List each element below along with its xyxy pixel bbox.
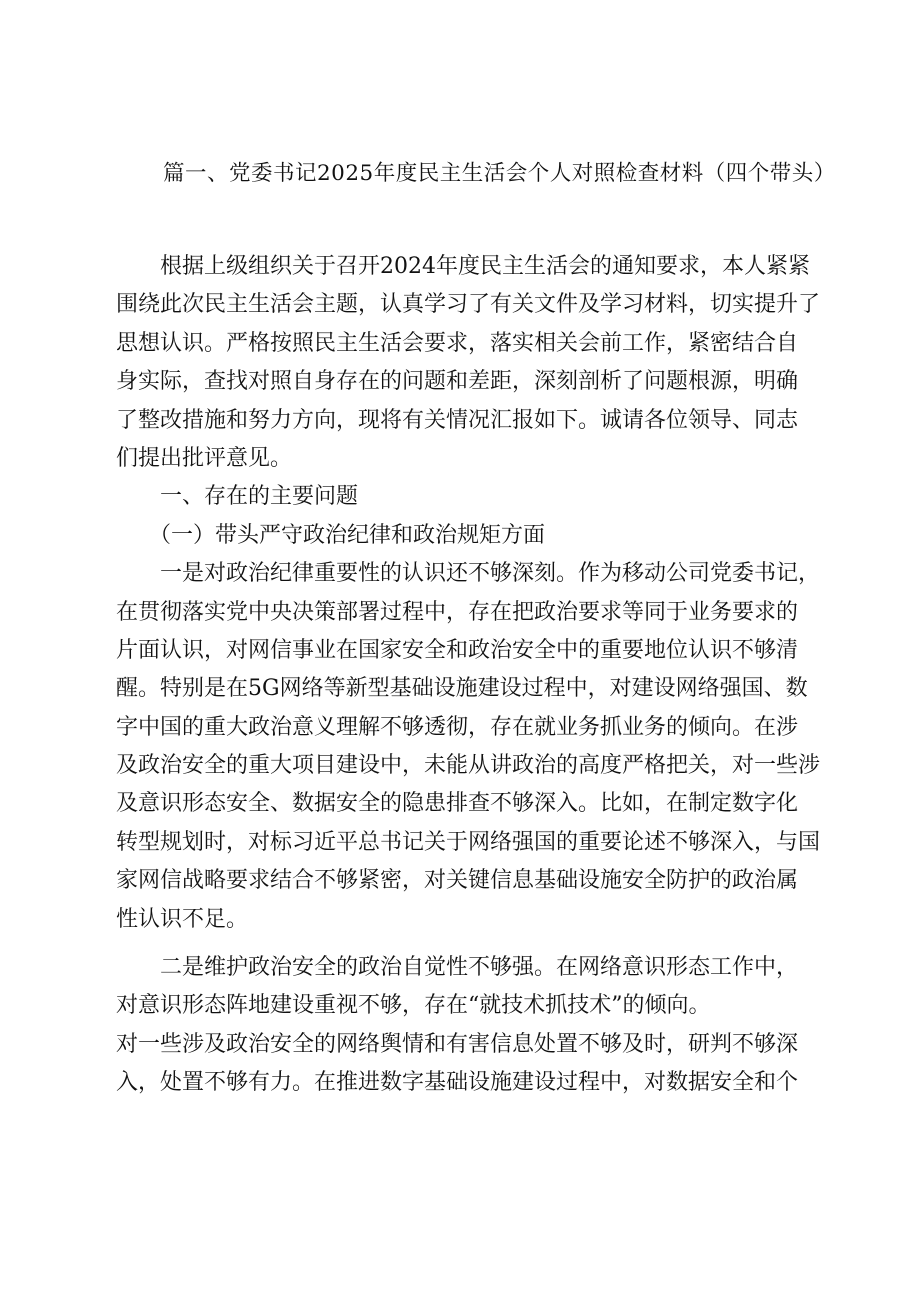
body-line: 片面认识，对网信事业在国家安全和政治安全中的重要地位认识不够清 [116,637,799,663]
body-line: 二是维护政治安全的政治自觉性不够强。在网络意识形态工作中， [116,955,799,981]
paragraph-gap [116,939,826,949]
body-line: 醒。特别是在5G网络等新型基础设施建设过程中，对建设网络强国、数 [116,676,808,702]
body-line: 入，处置不够有力。在推进数字基础设施建设过程中，对数据安全和个 [116,1070,799,1096]
body-line: 身实际，查找对照自身存在的问题和差距，深刻剖析了问题根源，明确 [116,369,799,395]
body-line: 及意识形态安全、数据安全的隐患排查不够深入。比如，在制定数字化 [116,791,799,817]
subsection-heading: （一）带头严守政治纪律和政治规矩方面 [116,522,546,548]
body-line: 根据上级组织关于召开2024年度民主生活会的通知要求，本人紧紧 [116,254,810,279]
body-line: 们提出批评意见。 [116,445,293,471]
body-line: 了整改措施和努力方向，现将有关情况汇报如下。诚请各位领导、同志 [116,407,799,433]
body-line: 对意识形态阵地建设重视不够，存在“就技术抓技术”的倾向。 [116,993,711,1019]
body-line: 家网信战略要求结合不够紧密，对关键信息基础设施安全防护的政治属 [116,868,799,894]
document-title: 篇一、党委书记2025年度民主生活会个人对照检查材料（四个带头） [163,161,836,186]
body-line: 对一些涉及政治安全的网络舆情和有害信息处置不够及时，研判不够深 [116,1031,799,1057]
section-heading: 一、存在的主要问题 [116,484,359,510]
body-line: 性认识不足。 [116,906,249,932]
body-line: 转型规划时，对标习近平总书记关于网络强国的重要论述不够深入，与国 [116,829,821,855]
body-line: 思想认识。严格按照民主生活会要求，落实相关会前工作，紧密结合自 [116,330,799,356]
body-line: 一是对政治纪律重要性的认识还不够深刻。作为移动公司党委书记， [116,561,821,587]
body-line: 在贯彻落实党中央决策部署过程中，存在把政治要求等同于业务要求的 [116,599,799,625]
document-body [116,248,826,1103]
body-line: 及政治安全的重大项目建设中，未能从讲政治的高度严格把关，对一些涉 [116,753,821,779]
body-line: 围绕此次民主生活会主题，认真学习了有关文件及学习材料，切实提升了 [116,292,821,318]
body-line: 字中国的重大政治意义理解不够透彻，存在就业务抓业务的倾向。在涉 [116,714,799,740]
